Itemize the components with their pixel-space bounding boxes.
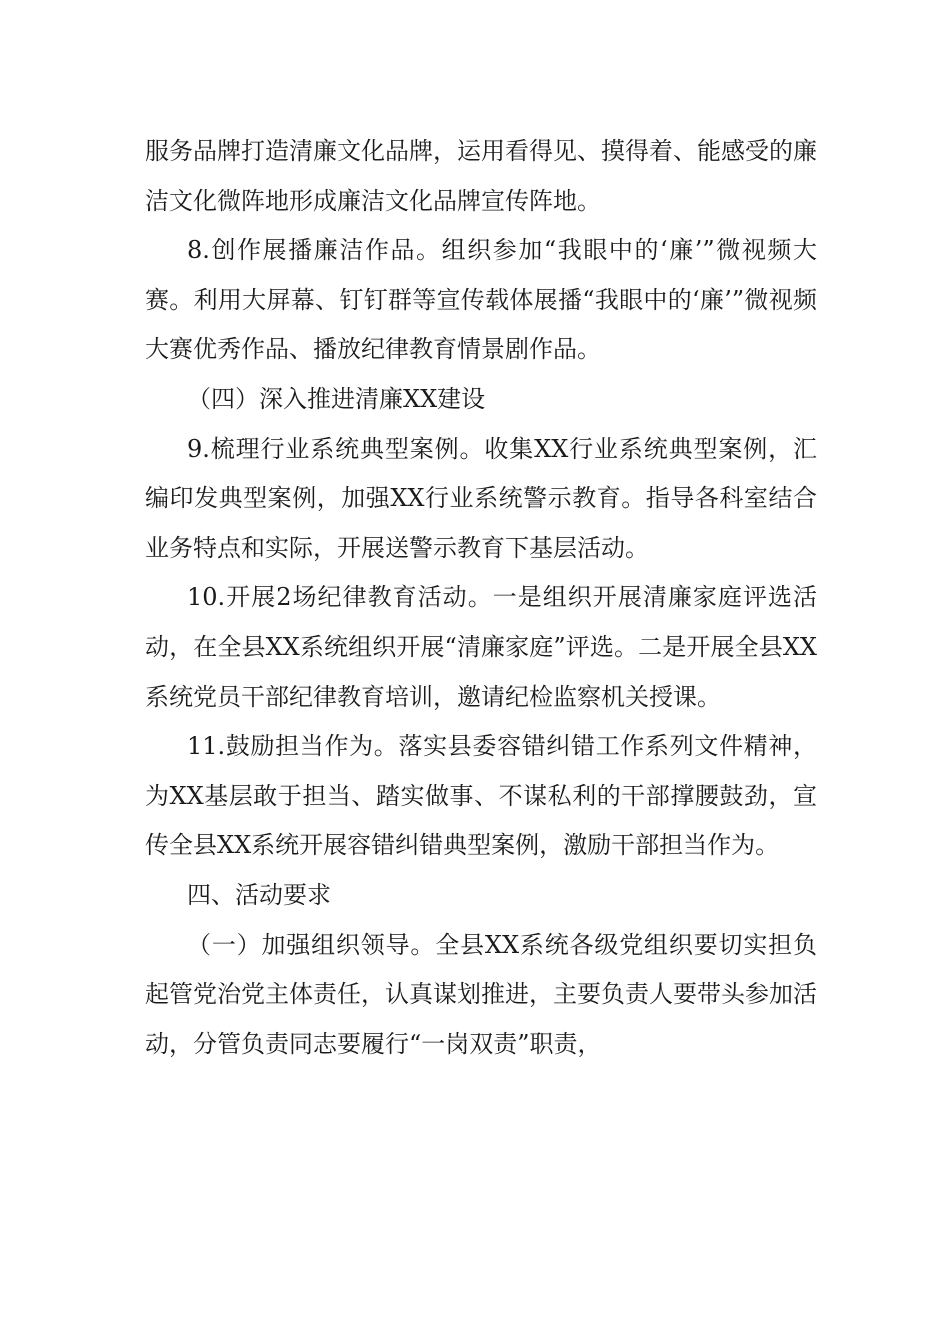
paragraph-item-10: 10.开展2场纪律教育活动。一是组织开展清廉家庭评选活动，在全县XX系统组织开展“清廉家庭”评选。二是开展全县XX系统党员干部纪律教育培训，邀请纪检监察机关授课。 bbox=[145, 583, 817, 711]
section-heading-requirements: 四、活动要求 bbox=[187, 880, 331, 909]
section-heading-4: （四）深入推进清廉XX建设 bbox=[187, 384, 486, 413]
paragraph-requirement-1: （一）加强组织领导。全县XX系统各级党组织要切实担负起管党治党主体责任，认真谋划推进，主要负责人要带头参加活动，分管负责同志要履行“一岗双责”职责， bbox=[145, 930, 817, 1058]
paragraph-continuation: 服务品牌打造清廉文化品牌，运用看得见、摸得着、能感受的廉洁文化微阵地形成廉洁文化品牌宣传阵地。 bbox=[145, 137, 817, 215]
document-body bbox=[145, 127, 817, 1069]
paragraph-item-11: 11.鼓励担当作为。落实县委容错纠错工作系列文件精神，为XX基层敢于担当、踏实做事、不谋私利的干部撑腰鼓劲，宣传全县XX系统开展容错纠错典型案例，激励干部担当作为。 bbox=[145, 732, 817, 860]
paragraph-item-9: 9.梳理行业系统典型案例。收集XX行业系统典型案例，汇编印发典型案例，加强XX行业系统警示教育。指导各科室结合业务特点和实际，开展送警示教育下基层活动。 bbox=[145, 434, 817, 562]
paragraph-item-8: 8.创作展播廉洁作品。组织参加“我眼中的‘廉’”微视频大赛。利用大屏幕、钉钉群等宣传载体展播“我眼中的‘廉’”微视频大赛优秀作品、播放纪律教育情景剧作品。 bbox=[145, 236, 817, 364]
